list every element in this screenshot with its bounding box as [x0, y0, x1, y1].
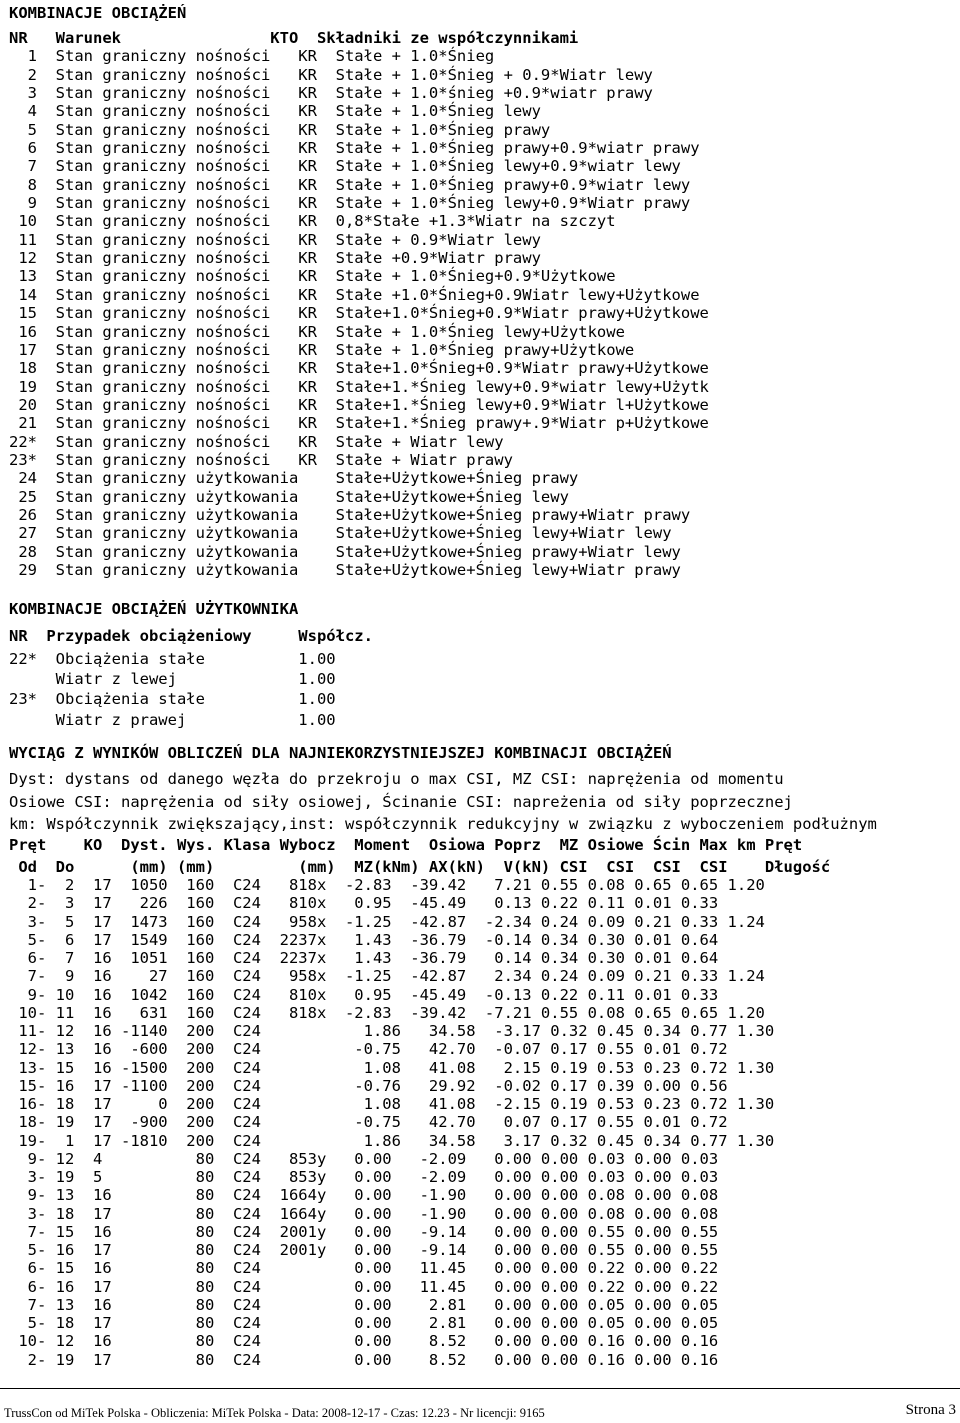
table-row: 19- 1 17 -1810 200 C24 1.86 34.58 3.17 0.32 0.45 0.34 0.77 1.30	[9, 1131, 775, 1150]
kombinacje-row: 20 Stan graniczny nośności KR Stałe+1.*Śnieg lewy+0.9*Wiatr l+Użytkowe	[9, 395, 709, 414]
footer-text: TrussCon od MiTek Polska - Obliczenia: MiTek Polska - Data: 2008-12-17 - Czas: 12.23 - Nr licencji: 9165	[4, 1406, 545, 1420]
uzytkownika-row: 23* Obciążenia stałe 1.00	[9, 690, 336, 709]
kombinacje-table	[9, 29, 709, 579]
uzytkownika-row: Wiatr z prawej 1.00	[9, 710, 336, 729]
table-row: 2- 19 17 80 C24 0.00 8.52 0.00 0.00 0.16 0.00 0.16	[9, 1350, 719, 1369]
table-row: 5- 18 17 80 C24 0.00 2.81 0.00 0.00 0.05 0.00 0.05	[9, 1314, 719, 1332]
kombinacje-row: 27 Stan graniczny użytkowania Stałe+Użytkowe+Śnieg lewy+Wiatr lewy	[9, 524, 672, 543]
table-row: 15- 16 17 -1100 200 C24 -0.76 29.92 -0.02 0.17 0.39 0.00 0.56	[9, 1076, 728, 1095]
kombinacje-row: 14 Stan graniczny nośności KR Stałe +1.0*Śnieg+0.9Wiatr lewy+Użytkowe	[9, 285, 700, 304]
kombinacje-row: 2 Stan graniczny nośności KR Stałe + 1.0*Śnieg + 0.9*Wiatr lewy	[9, 65, 653, 84]
table-row: 9- 10 16 1042 160 C24 810x 0.95 -45.49 -0.13 0.22 0.11 0.01 0.33	[9, 985, 719, 1004]
uzytkownika-header: NR Przypadek obciążeniowy Współcz.	[9, 627, 373, 645]
table-row: 2- 3 17 226 160 C24 810x 0.95 -45.49 0.13 0.22 0.11 0.01 0.33	[9, 894, 719, 913]
table-row: 6- 16 17 80 C24 0.00 11.45 0.00 0.00 0.22 0.00 0.22	[9, 1277, 719, 1296]
note-line: km: Współczynnik zwiększający,inst: współczynnik redukcyjny w związku z wyboczeniem podłużnym	[9, 815, 877, 833]
table-row: 16- 18 17 0 200 C24 1.08 41.08 -2.15 0.19 0.53 0.23 0.72 1.30	[9, 1095, 775, 1113]
table-row: 11- 12 16 -1140 200 C24 1.86 34.58 -3.17 0.32 0.45 0.34 0.77 1.30	[9, 1022, 775, 1040]
kombinacje-row: 18 Stan graniczny nośności KR Stałe+1.0*Śnieg+0.9*Wiatr prawy+Użytkowe	[9, 359, 709, 378]
table-row: 12- 13 16 -600 200 C24 -0.75 42.70 -0.07 0.17 0.55 0.01 0.72	[9, 1040, 728, 1059]
kombinacje-row: 13 Stan graniczny nośności KR Stałe + 1.0*Śnieg+0.9*Użytkowe	[9, 267, 616, 286]
table-row: 3- 18 17 80 C24 1664y 0.00 -1.90 0.00 0.00 0.08 0.00 0.08	[9, 1204, 719, 1223]
kombinacje-row: 7 Stan graniczny nośności KR Stałe + 1.0*Śnieg lewy+0.9*wiatr lewy	[9, 157, 681, 176]
results-table	[9, 876, 774, 1369]
kombinacje-rows	[9, 47, 709, 579]
kombinacje-row: 23* Stan graniczny nośności KR Stałe + Wiatr prawy	[9, 450, 513, 469]
table-row: 18- 19 17 -900 200 C24 -0.75 42.70 0.07 0.17 0.55 0.01 0.72	[9, 1113, 728, 1132]
results-header-line: Pręt KO Dyst. Wys. Klasa Wybocz Moment Osiowa Poprz MZ Osiowe Ścin Max km Pręt	[9, 836, 803, 854]
uzytkownika-row: 22* Obciążenia stałe 1.00	[9, 650, 336, 668]
results-header	[9, 835, 830, 878]
uzytkownika-row: Wiatr z lewej 1.00	[9, 670, 336, 689]
page-number: Strona 3	[905, 1402, 956, 1418]
kombinacje-row: 8 Stan graniczny nośności KR Stałe + 1.0*Śnieg prawy+0.9*wiatr lewy	[9, 175, 691, 194]
legend-notes	[9, 768, 877, 836]
table-row: 6- 15 16 80 C24 0.00 11.45 0.00 0.00 0.22 0.00 0.22	[9, 1259, 719, 1278]
kombinacje-row: 26 Stan graniczny użytkowania Stałe+Użytkowe+Śnieg prawy+Wiatr prawy	[9, 505, 691, 524]
section-title-kombinacje-uzytkownika: KOMBINACJE OBCIĄŻEŃ UŻYTKOWNIKA	[9, 600, 299, 618]
kombinacje-row: 5 Stan graniczny nośności KR Stałe + 1.0*Śnieg prawy	[9, 120, 551, 139]
table-row: 9- 12 4 80 C24 853y 0.00 -2.09 0.00 0.00 0.03 0.00 0.03	[9, 1149, 719, 1168]
table-row: 6- 7 16 1051 160 C24 2237x 1.43 -36.79 0.14 0.34 0.30 0.01 0.64	[9, 949, 719, 967]
table-row: 5- 16 17 80 C24 2001y 0.00 -9.14 0.00 0.00 0.55 0.00 0.55	[9, 1241, 719, 1259]
uzytkownika-table	[9, 649, 336, 730]
table-row: 3- 5 17 1473 160 C24 958x -1.25 -42.87 -2.34 0.24 0.09 0.21 0.33 1.24	[9, 912, 765, 931]
kombinacje-row: 28 Stan graniczny użytkowania Stałe+Użytkowe+Śnieg prawy+Wiatr lewy	[9, 542, 681, 561]
results-header-line: Od Do (mm) (mm) (mm) MZ(kNm) AX(kN) V(kN) CSI CSI CSI CSI Długość	[9, 857, 831, 876]
kombinacje-row: 16 Stan graniczny nośności KR Stałe + 1.0*Śnieg lewy+Użytkowe	[9, 322, 625, 341]
table-row: 10- 12 16 80 C24 0.00 8.52 0.00 0.00 0.16 0.00 0.16	[9, 1332, 719, 1351]
kombinacje-header: NR Warunek KTO Składniki ze współczynnikami	[9, 29, 579, 47]
kombinacje-row: 6 Stan graniczny nośności KR Stałe + 1.0*Śnieg prawy+0.9*wiatr prawy	[9, 139, 700, 158]
section-title-wyciag: WYCIĄG Z WYNIKÓW OBLICZEŃ DLA NAJNIEKORZYSTNIEJSZEJ KOMBINACJI OBCIĄŻEŃ	[9, 744, 672, 762]
kombinacje-row: 24 Stan graniczny użytkowania Stałe+Użytkowe+Śnieg prawy	[9, 469, 579, 488]
table-row: 9- 13 16 80 C24 1664y 0.00 -1.90 0.00 0.00 0.08 0.00 0.08	[9, 1186, 719, 1205]
note-line: Osiowe CSI: naprężenia od siły osiowej, Ścinanie CSI: napreżenia od siły poprzecznej	[9, 792, 793, 811]
table-row: 3- 19 5 80 C24 853y 0.00 -2.09 0.00 0.00 0.03 0.00 0.03	[9, 1168, 719, 1186]
kombinacje-row: 3 Stan graniczny nośności KR Stałe + 1.0*śnieg +0.9*wiatr prawy	[9, 84, 653, 103]
footer-divider	[0, 1388, 960, 1389]
table-row: 5- 6 17 1549 160 C24 2237x 1.43 -36.79 -0.14 0.34 0.30 0.01 0.64	[9, 930, 719, 949]
note-line: Dyst: dystans od danego węzła do przekroju o max CSI, MZ CSI: naprężenia od momentu	[9, 770, 784, 788]
kombinacje-row: 1 Stan graniczny nośności KR Stałe + 1.0*Śnieg	[9, 47, 495, 66]
table-row: 13- 15 16 -1500 200 C24 1.08 41.08 2.15 0.19 0.53 0.23 0.72 1.30	[9, 1058, 775, 1077]
kombinacje-row: 29 Stan graniczny użytkowania Stałe+Użytkowe+Śnieg lewy+Wiatr prawy	[9, 560, 681, 579]
table-row: 7- 13 16 80 C24 0.00 2.81 0.00 0.00 0.05 0.00 0.05	[9, 1295, 719, 1314]
kombinacje-row: 15 Stan graniczny nośności KR Stałe+1.0*Śnieg+0.9*Wiatr prawy+Użytkowe	[9, 304, 709, 323]
table-row: 7- 9 16 27 160 C24 958x -1.25 -42.87 2.34 0.24 0.09 0.21 0.33 1.24	[9, 967, 765, 986]
kombinacje-row: 10 Stan graniczny nośności KR 0,8*Stałe +1.3*Wiatr na szczyt	[9, 212, 616, 231]
kombinacje-row: 12 Stan graniczny nośności KR Stałe +0.9*Wiatr prawy	[9, 249, 541, 268]
page-footer	[0, 1388, 960, 1423]
kombinacje-row: 25 Stan graniczny użytkowania Stałe+Użytkowe+Śnieg lewy	[9, 487, 569, 506]
kombinacje-row: 9 Stan graniczny nośności KR Stałe + 1.0*Śnieg lewy+0.9*Wiatr prawy	[9, 194, 691, 213]
table-row: 7- 15 16 80 C24 2001y 0.00 -9.14 0.00 0.00 0.55 0.00 0.55	[9, 1222, 719, 1241]
kombinacje-row: 4 Stan graniczny nośności KR Stałe + 1.0*Śnieg lewy	[9, 102, 541, 121]
kombinacje-row: 11 Stan graniczny nośności KR Stałe + 0.9*Wiatr lewy	[9, 230, 541, 249]
kombinacje-row: 17 Stan graniczny nośności KR Stałe + 1.0*Śnieg prawy+Użytkowe	[9, 340, 635, 359]
section-title-kombinacje: KOMBINACJE OBCIĄŻEŃ	[9, 4, 187, 22]
kombinacje-row: 21 Stan graniczny nośności KR Stałe+1.*Śnieg prawy+.9*Wiatr p+Użytkowe	[9, 414, 709, 433]
kombinacje-row: 22* Stan graniczny nośności KR Stałe + Wiatr lewy	[9, 432, 504, 451]
table-row: 1- 2 17 1050 160 C24 818x -2.83 -39.42 7.21 0.55 0.08 0.65 0.65 1.20	[9, 876, 765, 894]
table-row: 10- 11 16 631 160 C24 818x -2.83 -39.42 -7.21 0.55 0.08 0.65 0.65 1.20	[9, 1003, 765, 1022]
kombinacje-row: 19 Stan graniczny nośności KR Stałe+1.*Śnieg lewy+0.9*wiatr lewy+Użytk	[9, 377, 709, 396]
